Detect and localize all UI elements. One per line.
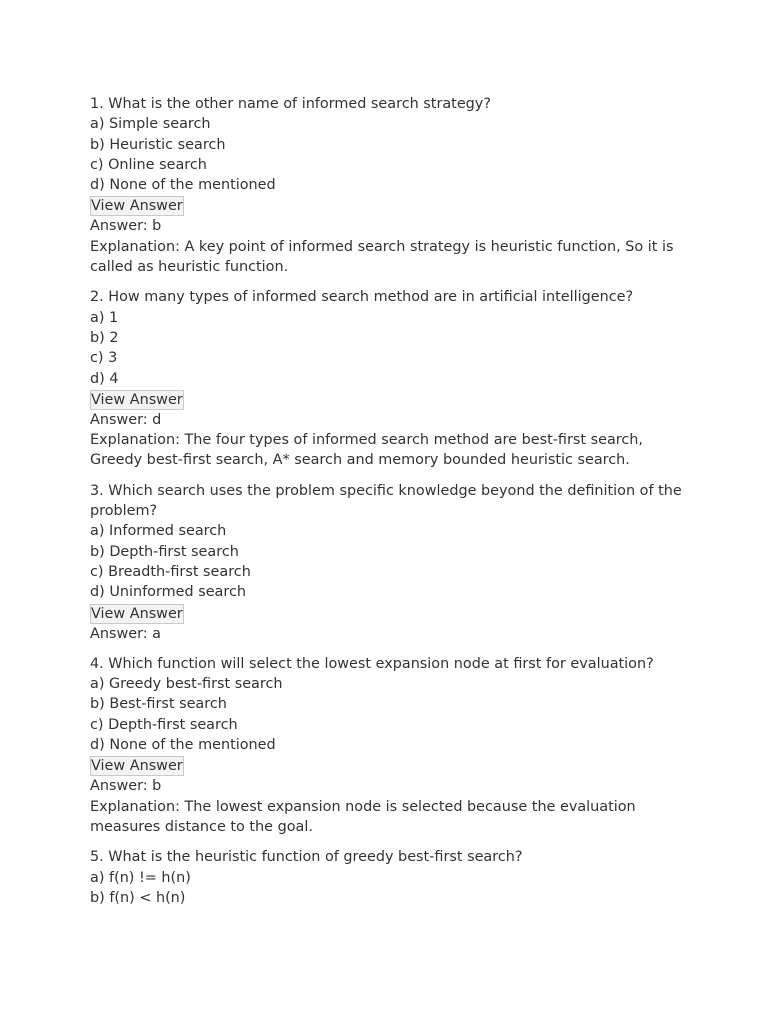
option-a: a) 1: [90, 309, 119, 326]
explanation-text: Explanation: The lowest expansion node is selected because the evaluation measures distance to the goal.: [90, 798, 636, 835]
view-answer-button[interactable]: View Answer: [91, 758, 183, 775]
option-d: d) 4: [90, 370, 119, 387]
view-answer-button[interactable]: View Answer: [91, 391, 183, 408]
answer-text: Answer: b: [90, 218, 162, 235]
explanation-text: Explanation: A key point of informed search strategy is heuristic function, So it is called as heuristic function.: [90, 238, 674, 276]
view-answer-button[interactable]: View Answer: [91, 605, 183, 622]
question-text: 1. What is the other name of informed search strategy?: [90, 96, 491, 112]
question-text: 2. How many types of informed search method are in artificial intelligence?: [90, 289, 634, 306]
option-c: c) 3: [90, 350, 118, 367]
quiz-content: [90, 94, 690, 918]
option-b: b) Depth-first search: [90, 543, 239, 560]
answer-text: Answer: d: [90, 411, 162, 428]
option-c: c) Depth-first search: [90, 716, 238, 733]
option-d: d) Uninformed search: [90, 584, 247, 601]
option-c: c) Online search: [90, 156, 207, 173]
option-b: b) f(n) < h(n): [90, 889, 186, 906]
answer-text: Answer: b: [90, 778, 162, 795]
option-a: a) Informed search: [90, 523, 227, 540]
question-block-1: [90, 94, 690, 277]
question-text: 3. Which search uses the problem specific knowledge beyond the definition of the problem?: [90, 482, 682, 520]
view-answer-button[interactable]: View Answer: [91, 198, 183, 215]
answer-text: Answer: a: [90, 625, 161, 642]
option-b: b) Best-first search: [90, 696, 227, 713]
option-d: d) None of the mentioned: [90, 737, 276, 754]
option-d: d) None of the mentioned: [90, 177, 276, 194]
explanation-text: Explanation: The four types of informed search method are best-first search, Greedy best-first search, A* search and memory bounded heuristic search.: [90, 432, 643, 469]
option-c: c) Breadth-first search: [90, 563, 251, 580]
option-b: b) Heuristic search: [90, 136, 226, 153]
option-a: a) Simple search: [90, 116, 211, 133]
question-block-5: [90, 847, 690, 908]
question-text: 5. What is the heuristic function of greedy best-first search?: [90, 849, 523, 866]
option-a: a) f(n) != h(n): [90, 869, 191, 886]
question-block-3: [90, 481, 690, 644]
question-text: 4. Which function will select the lowest expansion node at first for evaluation?: [90, 655, 654, 672]
question-block-4: [90, 654, 690, 837]
option-b: b) 2: [90, 329, 119, 346]
question-block-2: [90, 287, 690, 470]
option-a: a) Greedy best-first search: [90, 676, 283, 693]
